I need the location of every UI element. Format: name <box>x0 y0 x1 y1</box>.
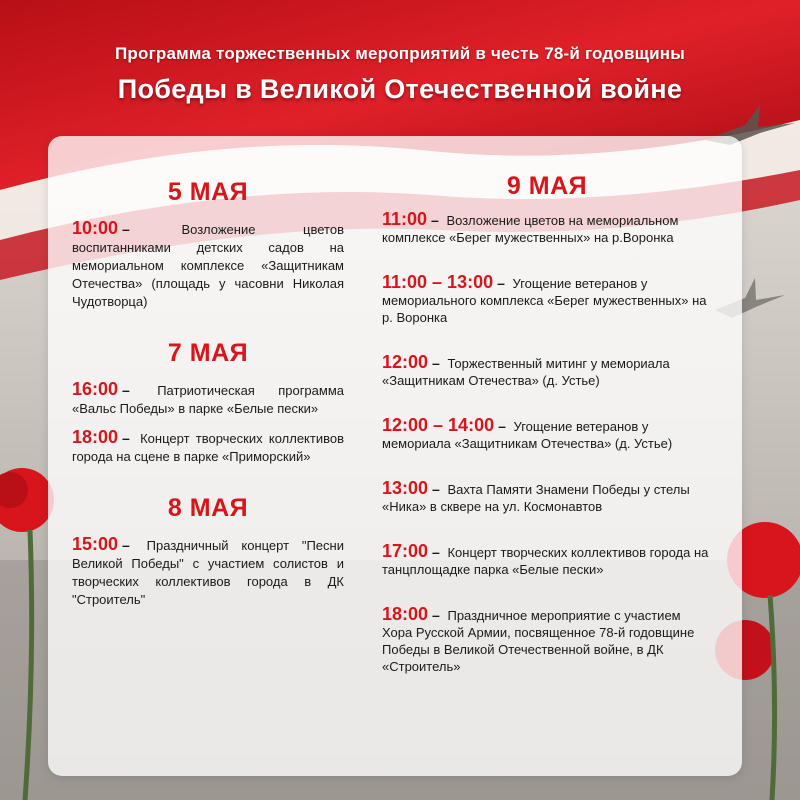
event-text: Праздничный концерт "Песни Великой Победы" с участием солистов и творческих коллективов города в ДК "Строитель" <box>72 538 344 607</box>
dash: – <box>122 537 130 553</box>
event-time: 11:00 – 13:00 <box>382 272 494 292</box>
event-item <box>72 380 344 418</box>
header <box>0 0 800 130</box>
event-text: Возложение цветов воспитанниками детских садов на мемориальном комплексе «Защитникам Отечества» (площадь у часовни Николая Чудотворца) <box>72 222 344 309</box>
page-subtitle: Программа торжественных мероприятий в честь 78-й годовщины <box>115 44 685 63</box>
page-title: Победы в Великой Отечественной войне <box>117 74 683 104</box>
day-heading: 9 МАЯ <box>506 172 588 200</box>
event-text: Праздничное мероприятие с участием Хора Русской Армии, посвященное 78-й годовщине Победы в Великой Отечественной войне, в ДК «Строитель» <box>382 608 695 674</box>
dash: – <box>432 481 440 497</box>
dash: – <box>498 418 506 434</box>
event-text: Концерт творческих коллективов города на танцплощадке парка «Белые пески» <box>382 545 709 577</box>
event-time: 12:00 <box>382 352 429 372</box>
day-heading: 5 МАЯ <box>167 178 249 206</box>
event-time: 18:00 <box>72 427 119 447</box>
event-item <box>72 428 344 466</box>
schedule-left-column <box>72 178 344 631</box>
day-block-may-5 <box>72 178 344 311</box>
event-item <box>72 535 344 609</box>
dash: – <box>122 430 130 446</box>
event-text: Патриотическая программа «Вальс Победы» в парке «Белые пески» <box>72 383 344 416</box>
dash: – <box>431 212 439 228</box>
event-item <box>382 274 712 326</box>
event-text: Угощение ветеранов у мемориала «Защитникам Отечества» (д. Устье) <box>382 419 673 451</box>
event-time: 17:00 <box>382 541 429 561</box>
schedule-right-column <box>382 172 712 675</box>
dash: – <box>432 355 440 371</box>
event-item <box>382 417 712 452</box>
event-item <box>382 480 712 515</box>
day-block-may-7 <box>72 339 344 466</box>
event-time: 12:00 – 14:00 <box>382 415 495 435</box>
event-time: 18:00 <box>382 604 429 624</box>
event-text: Концерт творческих коллективов города на сцене в парке «Приморский» <box>72 431 344 464</box>
event-item <box>72 219 344 311</box>
dash: – <box>497 275 505 291</box>
event-text: Угощение ветеранов у мемориального комплекса «Берег мужественных» на р. Воронка <box>382 276 707 325</box>
day-heading: 7 МАЯ <box>167 339 249 367</box>
event-time: 16:00 <box>72 379 119 399</box>
dash: – <box>122 221 130 237</box>
event-time: 15:00 <box>72 534 119 554</box>
dash: – <box>432 607 440 623</box>
event-text: Торжественный митинг у мемориала «Защитникам Отечества» (д. Устье) <box>382 356 670 388</box>
event-text: Возложение цветов на мемориальном комплексе «Берег мужественных» на р.Воронка <box>382 213 679 245</box>
event-time: 11:00 <box>382 209 428 229</box>
event-item <box>382 354 712 389</box>
dash: – <box>432 544 440 560</box>
event-item <box>382 606 712 675</box>
event-time: 10:00 <box>72 218 119 238</box>
event-item <box>382 543 712 578</box>
dash: – <box>122 382 130 398</box>
event-text: Вахта Памяти Знамени Победы у стелы «Ника» в сквере на ул. Космонавтов <box>382 482 690 514</box>
event-time: 13:00 <box>382 478 429 498</box>
event-item <box>382 211 712 246</box>
day-heading: 8 МАЯ <box>167 494 249 522</box>
day-block-may-8 <box>72 494 344 609</box>
